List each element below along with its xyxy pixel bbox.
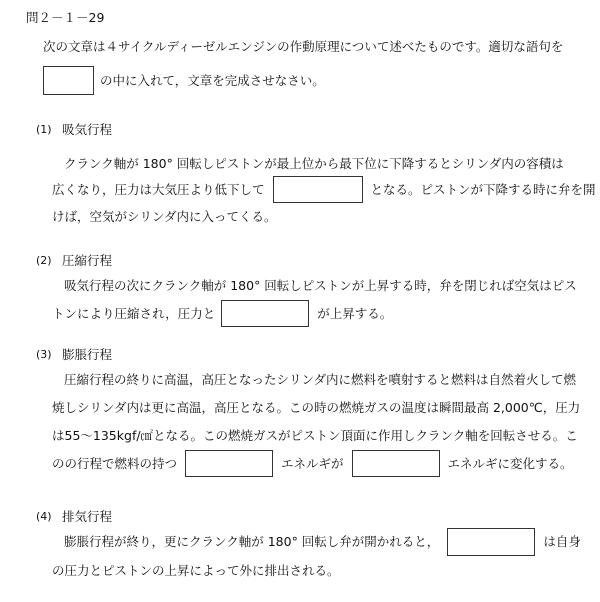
intro-line-2 [43,66,325,95]
answer-box-1[interactable] [273,176,363,203]
section-2-line-2 [52,300,392,327]
section-number: (4) [36,510,52,523]
section-1-line-2 [52,176,596,203]
text: 広くなり，圧力は大気圧より低下して [52,181,265,197]
text: は自身 [543,534,581,549]
answer-box-2[interactable] [221,300,309,327]
section-1-line-1: クランク軸が 180° 回転しピストンが最上位から最下位に下降するとシリンダ内の容積は [64,156,564,171]
section-number: (2) [36,254,52,267]
section-2-heading [36,253,112,269]
section-title: 圧縮行程 [62,253,113,268]
section-4-line-2: の圧力とピストンの上昇によって外に排出される。 [52,563,340,578]
answer-box-4[interactable] [447,528,535,556]
section-3-heading [36,347,112,363]
text: のの行程で燃料の持つ [52,455,178,471]
section-number: (3) [36,348,52,361]
answer-box-3a[interactable] [185,450,273,477]
answer-box-3b[interactable] [352,450,440,477]
section-4-heading [36,509,112,525]
section-title: 吸気行程 [62,122,113,137]
text: 膨脹行程が終り，更にクランク軸が 180° 回転し弁が開かれると， [64,534,440,549]
text: エネルギに変化する。 [447,455,573,471]
answer-box-example [43,66,94,95]
section-3-line-3: は55～135kgf/㎠となる。この燃焼ガスがピストン頂面に作用しクランク軸を回転させる。こ [52,428,578,443]
section-2-line-1: 吸気行程の次にクランク軸が 180° 回転しピストンが上昇する時，弁を閉じれば空気はピス [64,278,577,293]
section-4-line-1 [64,528,581,556]
intro-line-1: 次の文章は４サイクルディーゼルエンジンの作動原理について述べたものです。適切な語句を [43,39,564,54]
section-title: 膨脹行程 [62,347,113,362]
text: が上昇する。 [317,305,393,321]
section-number: (1) [36,123,52,136]
section-title: 排気行程 [62,509,113,524]
section-1-heading [36,122,112,138]
section-3-line-2: 焼しシリンダ内は更に高温，高圧となる。この時の燃焼ガスの温度は瞬間最高 2,000℃，圧力 [52,400,581,415]
section-1-line-3: けば，空気がシリンダ内に入ってくる。 [52,209,277,224]
section-3-line-1: 圧縮行程の終りに高温，高圧となったシリンダ内に燃料を噴射すると燃料は自然着火して燃 [64,372,577,387]
text: となる。ピストンが下降する時に弁を開 [370,181,596,197]
section-3-line-4 [52,450,573,477]
text: トンにより圧縮され，圧力と [52,305,216,321]
question-id: 問２－１－29 [26,10,105,25]
text: エネルギが [281,455,344,471]
intro-line-2-text: の中に入れて，文章を完成させなさい。 [100,72,325,88]
